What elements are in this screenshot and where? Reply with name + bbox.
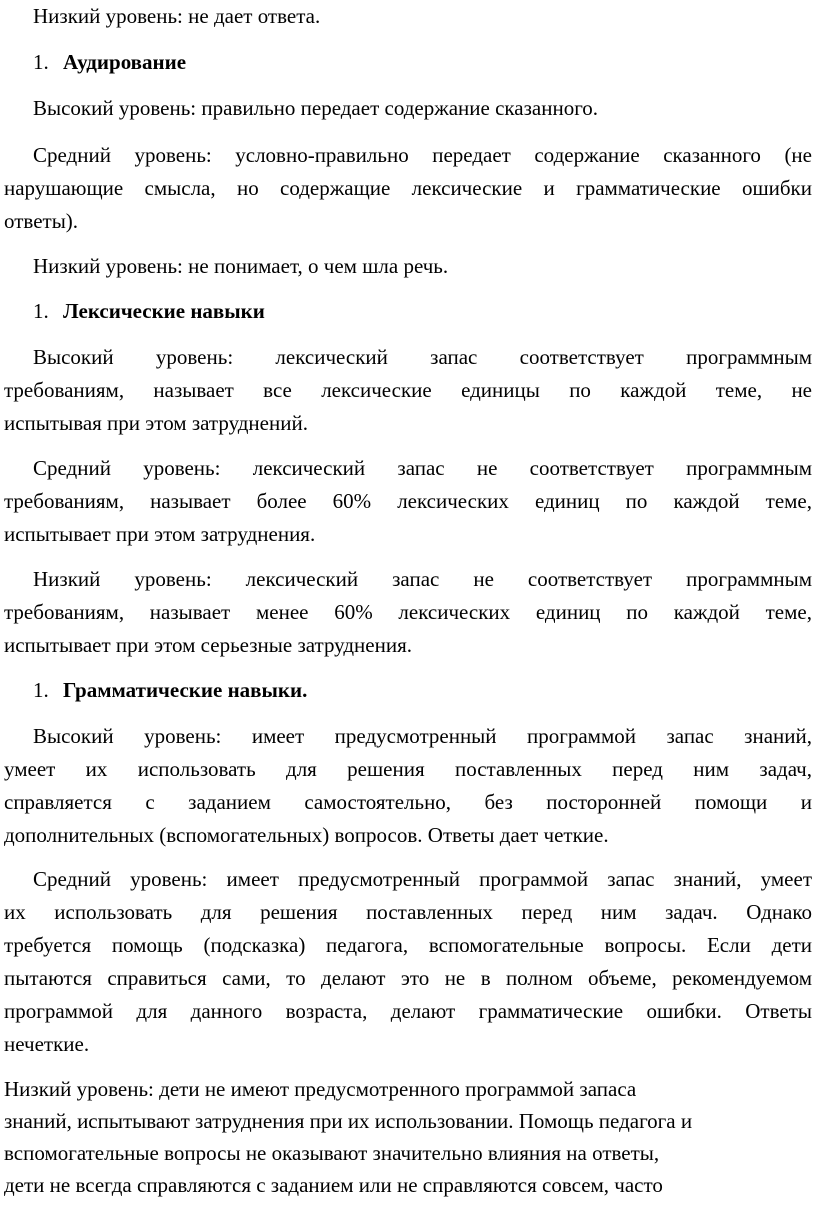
heading-lexical-skills: Лексические навыки — [63, 299, 265, 323]
paragraph-grammar-high-line: Высокий уровень: имеет предусмотренный программой запас знаний, — [33, 724, 812, 748]
paragraph-grammar-low-line: Низкий уровень: дети не имеют предусмотренного программой запаса — [4, 1077, 637, 1101]
paragraph-listening-medium-line: Средний уровень: условно-правильно передает содержание сказанного (не — [33, 143, 812, 167]
paragraph-lexical-low-line: требованиям, называет менее 60% лексических единиц по каждой теме, — [4, 600, 812, 624]
paragraph-grammar-medium-line: пытаются справиться сами, то делают это не в полном объеме, рекомендуемом — [4, 966, 812, 990]
paragraph-lexical-medium-line: Средний уровень: лексический запас не соответствует программным — [33, 456, 812, 480]
paragraph-grammar-medium-line: Средний уровень: имеет предусмотренный программой запас знаний, умеет — [33, 867, 812, 891]
paragraph-grammar-low-line: вспомогательные вопросы не оказывают значительно влияния на ответы, — [4, 1141, 660, 1165]
paragraph-grammar-high-line: справляется с заданием самостоятельно, без посторонней помощи и — [4, 790, 812, 814]
paragraph-grammar-low-line: знаний, испытывают затруднения при их использовании. Помощь педагога и — [4, 1109, 693, 1133]
paragraph-listening-high: Высокий уровень: правильно передает содержание сказанного. — [33, 96, 599, 120]
paragraph-lexical-low-line: Низкий уровень: лексический запас не соответствует программным — [33, 567, 812, 591]
paragraph-grammar-medium-line: нечеткие. — [4, 1032, 90, 1056]
paragraph-grammar-medium-line: их использовать для решения поставленных перед ним задач. Однако — [4, 900, 812, 924]
paragraph-lexical-medium-line: требованиям, называет более 60% лексических единиц по каждой теме, — [4, 489, 812, 513]
paragraph-lexical-high-line: испытывая при этом затруднений. — [4, 411, 308, 435]
list-number: 1. — [33, 299, 49, 323]
paragraph-low-level-speaking: Низкий уровень: не дает ответа. — [33, 4, 321, 28]
list-number: 1. — [33, 678, 49, 702]
paragraph-lexical-high-line: требованиям, называет все лексические единицы по каждой теме, не — [4, 378, 812, 402]
paragraph-listening-medium-line: ответы). — [4, 209, 79, 233]
paragraph-grammar-low-line: дети не всегда справляются с заданием или не справляются совсем, часто — [4, 1173, 663, 1197]
paragraph-grammar-high-line: умеет их использовать для решения поставленных перед ним задач, — [4, 757, 812, 781]
paragraph-lexical-low-line: испытывает при этом серьезные затруднения. — [4, 633, 412, 657]
paragraph-listening-medium-line: нарушающие смысла, но содержащие лексические и грамматические ошибки — [4, 176, 812, 200]
heading-listening: Аудирование — [63, 50, 187, 74]
paragraph-listening-low: Низкий уровень: не понимает, о чем шла речь. — [33, 254, 449, 278]
paragraph-grammar-medium-line: требуется помощь (подсказка) педагога, вспомогательные вопросы. Если дети — [4, 933, 812, 957]
paragraph-lexical-medium-line: испытывает при этом затруднения. — [4, 522, 316, 546]
heading-grammar-skills: Грамматические навыки. — [63, 678, 308, 702]
list-number: 1. — [33, 50, 49, 74]
paragraph-grammar-medium-line: программой для данного возраста, делают грамматические ошибки. Ответы — [4, 999, 812, 1023]
paragraph-lexical-high-line: Высокий уровень: лексический запас соответствует программным — [33, 345, 812, 369]
paragraph-grammar-high-line: дополнительных (вспомогательных) вопросов. Ответы дает четкие. — [4, 823, 609, 847]
